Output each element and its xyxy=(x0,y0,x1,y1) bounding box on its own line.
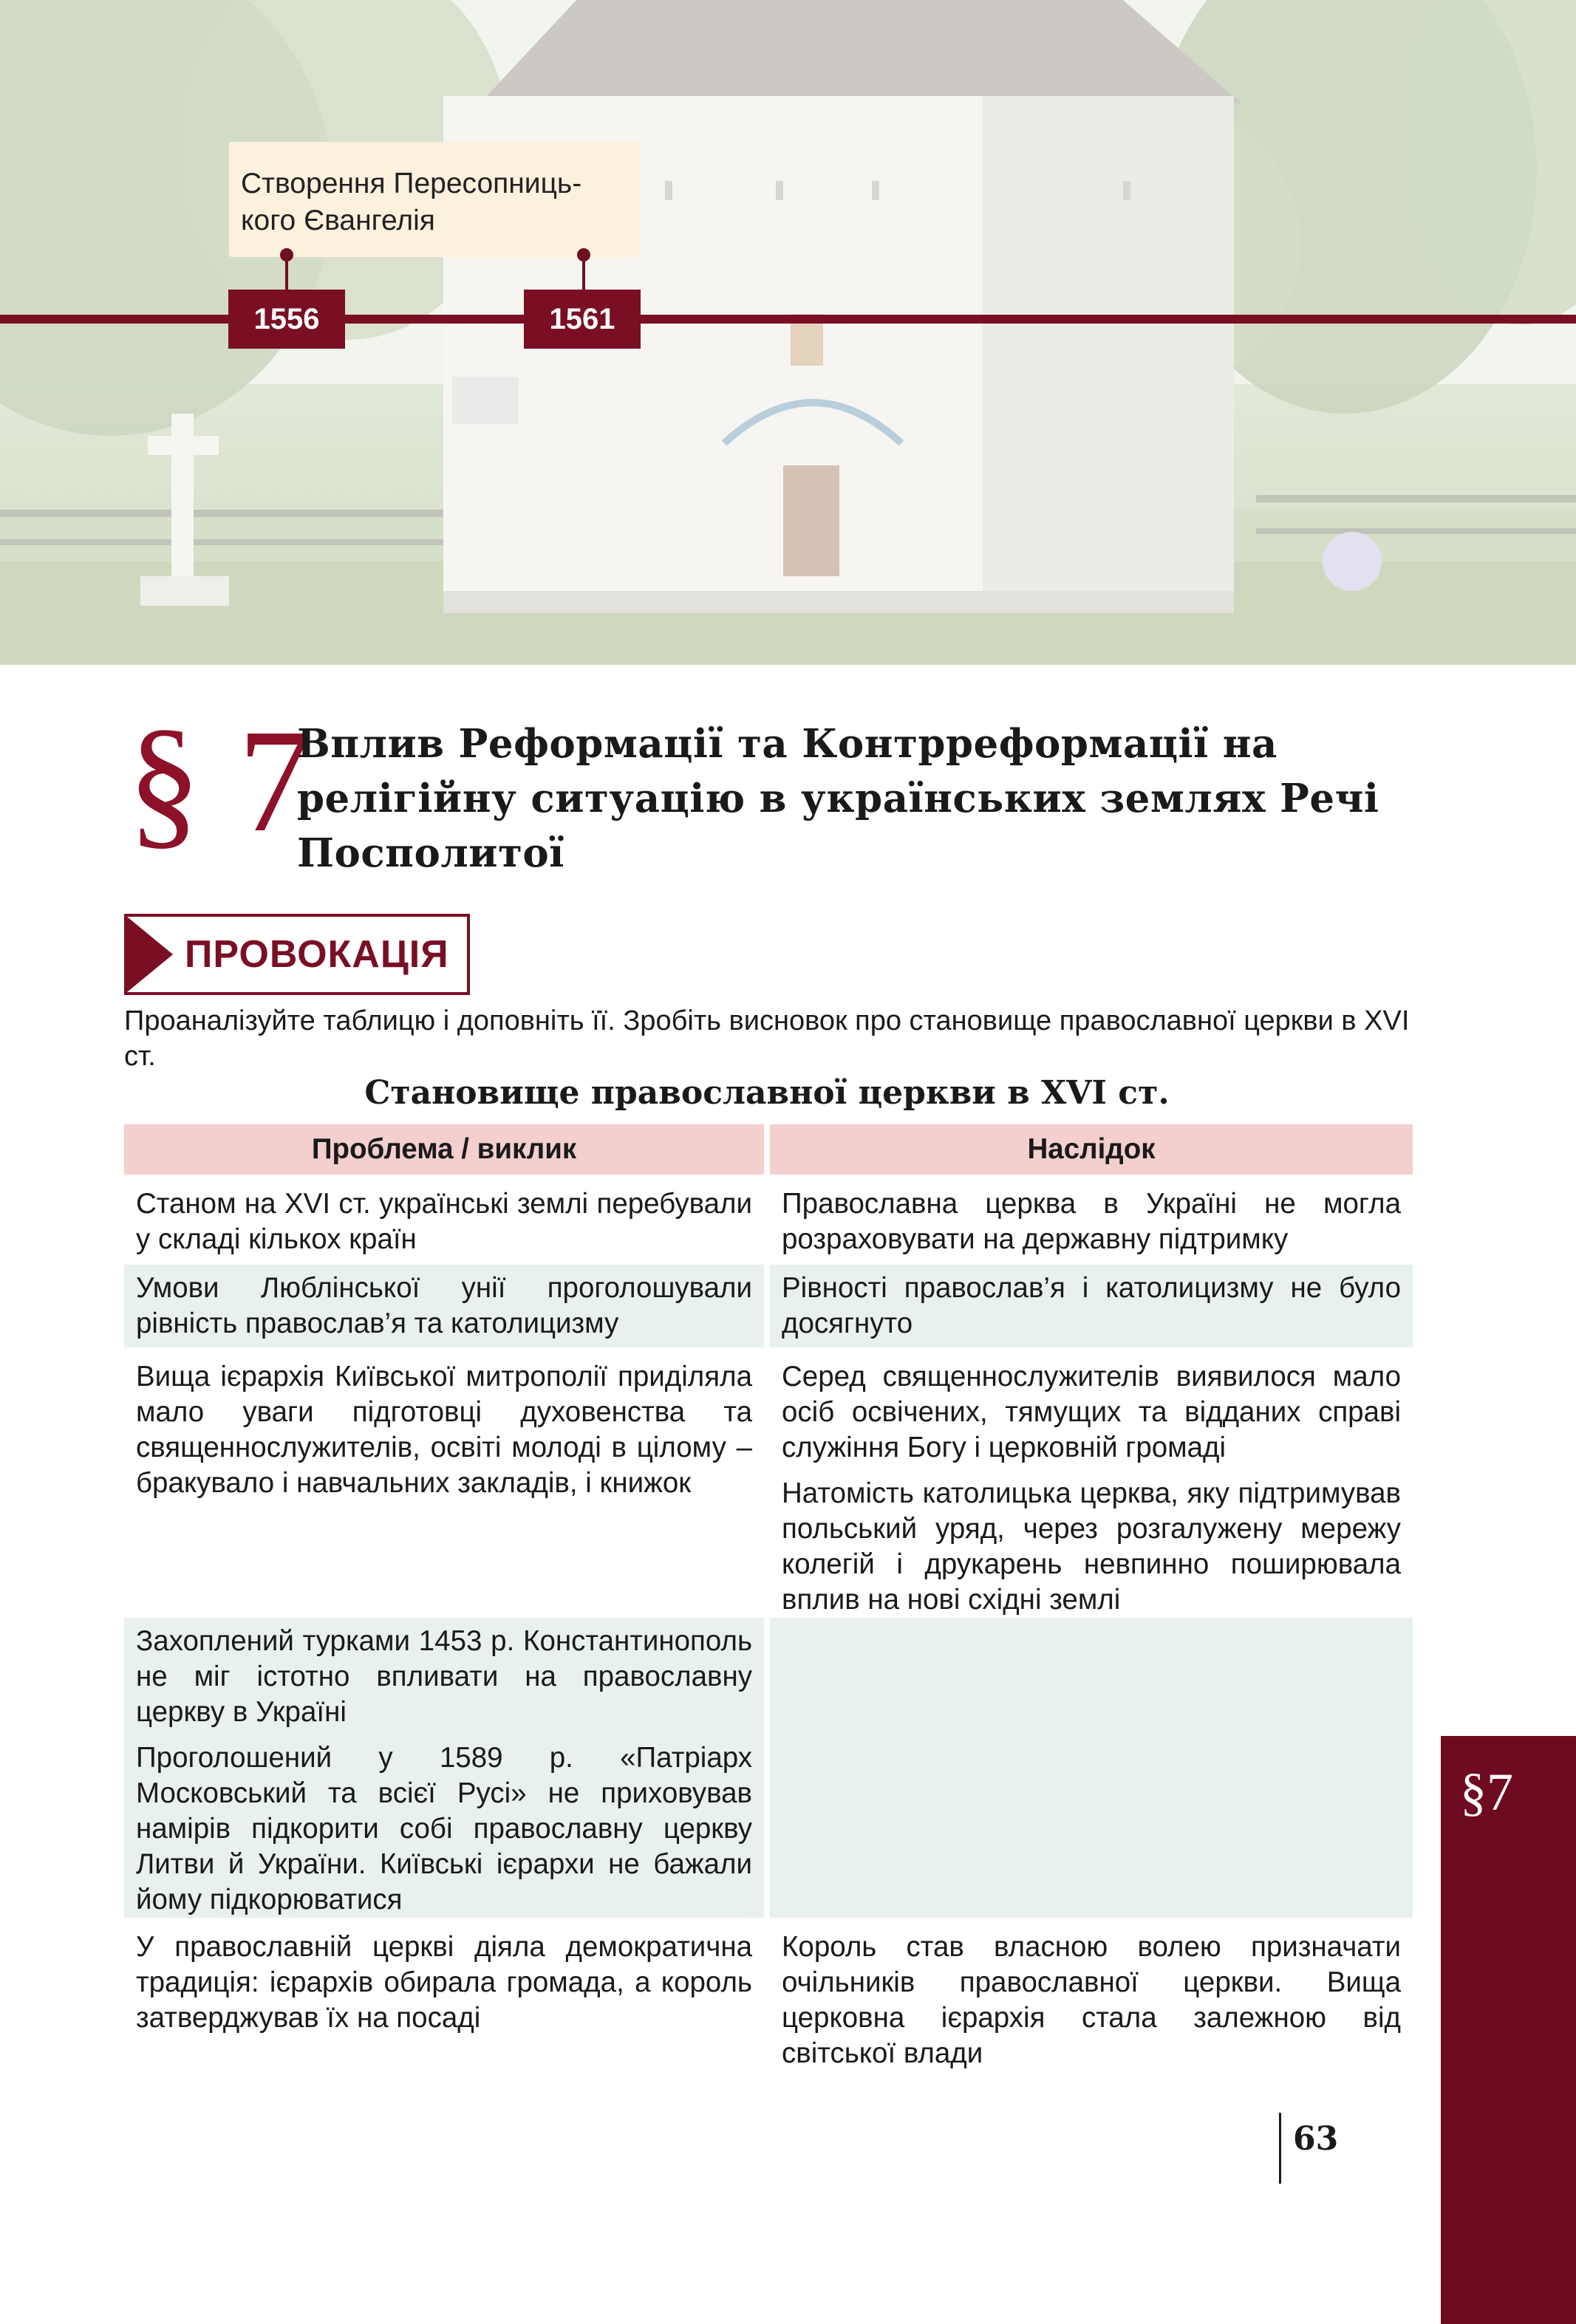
timeline-event-line2: кого Євангелія xyxy=(241,205,435,236)
table-row-2-problem xyxy=(124,1265,764,1347)
section-sign: § 7 xyxy=(127,700,312,863)
table-row-4-result-empty xyxy=(770,1618,1413,1918)
table-row-3-result xyxy=(770,1353,1413,1616)
table-row-3-problem xyxy=(124,1353,764,1612)
table-header-result: Наслідок xyxy=(770,1124,1413,1175)
table-cell-text: Вища ієрархія Київської митрополії приділяла мало уваги підготовці духовенства та священнослужителів, освіті молоді в цілому – бракувало і навчальних закладів, і книжок xyxy=(136,1361,752,1499)
timeline-event-line1: Створення Пересопниць- xyxy=(241,168,582,199)
table-title: Становище православної церкви в XVI ст. xyxy=(364,1074,1170,1112)
table-row-4-problem xyxy=(124,1618,764,1918)
arrow-icon xyxy=(127,917,173,992)
table-cell-text: Станом на XVI ст. українські землі перебували у складі кількох країн xyxy=(136,1188,752,1255)
table-cell-text: Умови Люблінської унії проголошували рівність православ’я та католицизму xyxy=(136,1272,752,1339)
table-row-5-result xyxy=(770,1924,1413,2071)
table-cell-text: Рівності православ’я і католицизму не було досягнуто xyxy=(782,1272,1401,1339)
side-tab-label: §7 xyxy=(1460,1763,1513,1822)
section-title: Вплив Реформації та Контрреформації на релігійну ситуацію в українських землях Речі Посполитої xyxy=(297,721,1379,876)
table-cell-text: Серед священнослужителів виявилося мало осіб освічених, тямущих та відданих справі служіння Богу і церковній громаді xyxy=(782,1361,1401,1463)
timeline-marker-1556 xyxy=(280,248,293,262)
table-row-5-problem xyxy=(124,1924,764,2071)
timeline-year-1556: 1556 xyxy=(228,290,345,349)
task-text: Проаналізуйте таблицю і доповніть її. Зробіть висновок про становище православної церкви в XVI ст. xyxy=(124,1005,1410,1072)
table-cell-text: Захоплений турками 1453 р. Константинополь не міг істотно впливати на православну церкву в Україні xyxy=(136,1625,752,1728)
table-cell-text: У православній церкві діяла демократична традиція: ієрархів обирала громада, а король затверджував їх на посаді xyxy=(136,1931,752,2034)
header-photo xyxy=(0,0,1576,665)
table-row-2-result xyxy=(770,1265,1413,1347)
page-number: 63 xyxy=(1293,2120,1339,2158)
table-header-problem: Проблема / виклик xyxy=(124,1124,764,1175)
table-row-1-problem xyxy=(124,1180,764,1260)
provocation-badge xyxy=(124,914,470,995)
table-row-1-result xyxy=(770,1180,1413,1260)
section-side-tab xyxy=(1441,1736,1576,2324)
timeline-marker-1561 xyxy=(577,248,590,262)
timeline-year-1561: 1561 xyxy=(524,290,641,349)
table-cell-text: Натомість католицька церква, яку підтримував польський уряд, через розгалужену мережу колегій і друкарень невпинно поширювала вплив на нові східні землі xyxy=(782,1477,1401,1616)
provocation-label: ПРОВОКАЦІЯ xyxy=(185,933,449,976)
table-cell-text: Православна церква в Україні не могла розраховувати на державну підтримку xyxy=(782,1188,1401,1255)
table-cell-text: Проголошений у 1589 р. «Патріарх Московський та всієї Русі» не приховував намірів підкорити собі православну церкву Литви й України. Київські ієрархи не бажали йому підкорюватися xyxy=(136,1742,752,1915)
timeline-event-card xyxy=(229,142,640,257)
table-cell-text: Король став власною волею призначати очільників православної церкви. Вища церковна ієрархія стала залежною від світської влади xyxy=(782,1931,1401,2069)
page-number-divider xyxy=(1279,2113,1281,2184)
